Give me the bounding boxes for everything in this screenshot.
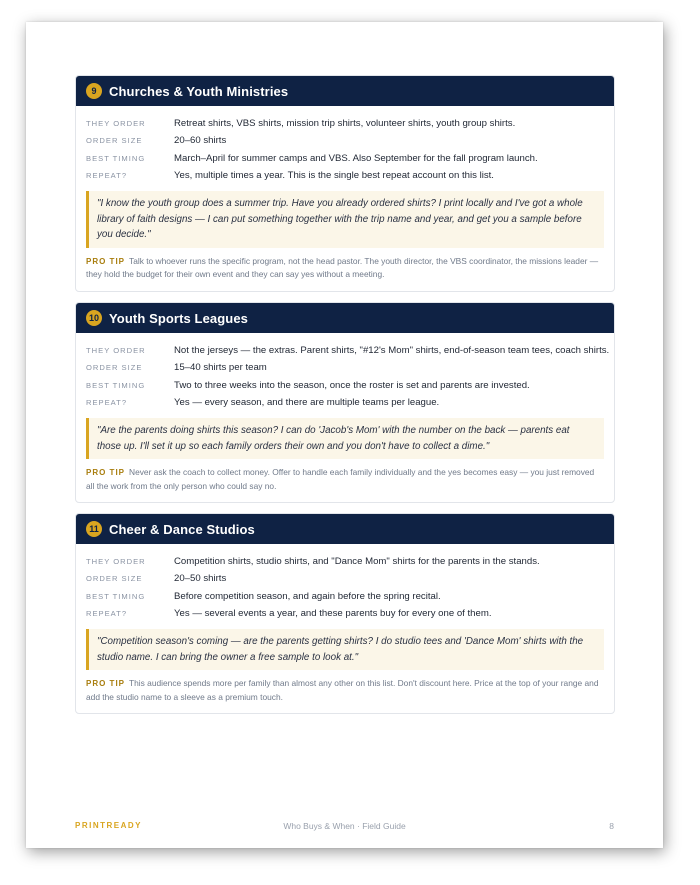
- detail-row: [86, 167, 604, 184]
- pro-tip-text: Never ask the coach to collect money. Offer to handle each family individually and the yes becomes easy — you just removed all the work from the only person who could say no.: [86, 467, 595, 491]
- section-card-cheer-dance: [75, 513, 615, 714]
- row-label: ORDER SIZE: [86, 363, 143, 373]
- detail-row: [86, 342, 610, 359]
- footer-brand: PRINTREADY: [75, 821, 143, 830]
- row-label: BEST TIMING: [86, 153, 146, 163]
- row-value: 15–40 shirts per team: [174, 362, 267, 374]
- page-number: 8: [609, 821, 614, 831]
- row-label: ORDER SIZE: [86, 574, 143, 584]
- section-header: [76, 303, 614, 333]
- pitch-quote: "Competition season's coming — are the parents getting shirts? I do studio tees and 'Dance Mom' shirts with the studio name. I can bring the owner a free sample to look at.": [86, 629, 604, 670]
- row-label: BEST TIMING: [86, 380, 146, 390]
- pitch-quote: "Are the parents doing shirts this season? I can do 'Jacob's Mom' with the number on the back — parents eat those up. I'll set it up so each family orders their own and you don't have to collect a dime.": [86, 418, 604, 459]
- row-value: Yes, multiple times a year. This is the single best repeat account on this list.: [174, 170, 494, 182]
- detail-row: [86, 150, 604, 167]
- pro-tip-text: Talk to whoever runs the specific program, not the head pastor. The youth director, the VBS coordinator, the missions leader — they hold the budget for their own event and they can say yes without a meeting.: [86, 255, 599, 280]
- row-value: Two to three weeks into the season, once the roster is set and parents are invested.: [174, 379, 530, 391]
- pro-tip-label: PRO TIP: [86, 256, 126, 266]
- detail-row: [86, 115, 604, 132]
- detail-row: [86, 570, 604, 587]
- row-value: Yes — every season, and there are multiple teams per league.: [174, 397, 440, 409]
- pro-tip: [86, 255, 604, 291]
- detail-row: [86, 588, 604, 605]
- detail-row: [86, 394, 604, 411]
- section-card-youth-sports: [75, 302, 615, 503]
- row-value: March–April for summer camps and VBS. Also September for the fall program launch.: [174, 152, 538, 164]
- pitch-quote: "I know the youth group does a summer trip. Have you already ordered shirts? I print locally and I've got a whole library of faith designs — I can put something together with the trip name and year, and get you a sample before you decide.": [86, 191, 604, 248]
- footer-guide-title: Who Buys & When · Field Guide: [283, 821, 406, 831]
- row-label: REPEAT?: [86, 171, 128, 181]
- pro-tip: [86, 466, 604, 502]
- section-title: Churches & Youth Ministries: [109, 83, 289, 99]
- detail-rows: [76, 106, 614, 184]
- row-value: Before competition season, and again before the spring recital.: [174, 590, 441, 602]
- pro-tip-text: This audience spends more per family than almost any other on this list. Don't discount here. Price at the top of your range and add the studio name to a sleeve as a premium touch.: [86, 678, 599, 702]
- detail-row: [86, 553, 604, 570]
- section-number-badge: 11: [86, 521, 102, 537]
- detail-row: [86, 605, 604, 622]
- detail-row: [86, 132, 604, 149]
- document-page: [26, 22, 663, 848]
- row-label: THEY ORDER: [86, 346, 146, 356]
- row-label: THEY ORDER: [86, 119, 146, 129]
- pro-tip: [86, 677, 604, 713]
- row-value: 20–60 shirts: [174, 135, 227, 147]
- row-label: BEST TIMING: [86, 591, 146, 601]
- section-header: [76, 514, 614, 544]
- detail-rows: [76, 333, 614, 411]
- section-header: [76, 76, 614, 106]
- detail-row: [86, 377, 604, 394]
- pro-tip-label: PRO TIP: [86, 468, 126, 478]
- row-value: 20–50 shirts: [174, 573, 227, 585]
- row-value: Not the jerseys — the extras. Parent shirts, "#12's Mom" shirts, end-of-season team tees, coach shirts.: [174, 345, 610, 357]
- row-value: Competition shirts, studio shirts, and "Dance Mom" shirts for the parents in the stands.: [174, 556, 540, 568]
- row-label: ORDER SIZE: [86, 136, 143, 146]
- row-label: REPEAT?: [86, 609, 128, 619]
- pro-tip-label: PRO TIP: [86, 679, 126, 689]
- row-value: Yes — several events a year, and these parents buy for every one of them.: [174, 608, 492, 620]
- section-number-badge: 9: [86, 83, 102, 99]
- row-label: REPEAT?: [86, 398, 128, 408]
- detail-rows: [76, 544, 614, 622]
- section-title: Youth Sports Leagues: [109, 310, 248, 326]
- section-number-badge: 10: [86, 310, 102, 326]
- section-card-churches: [75, 75, 615, 292]
- section-title: Cheer & Dance Studios: [109, 521, 255, 537]
- row-label: THEY ORDER: [86, 557, 146, 567]
- row-value: Retreat shirts, VBS shirts, mission trip shirts, volunteer shirts, youth group shirts.: [174, 118, 516, 130]
- detail-row: [86, 359, 604, 376]
